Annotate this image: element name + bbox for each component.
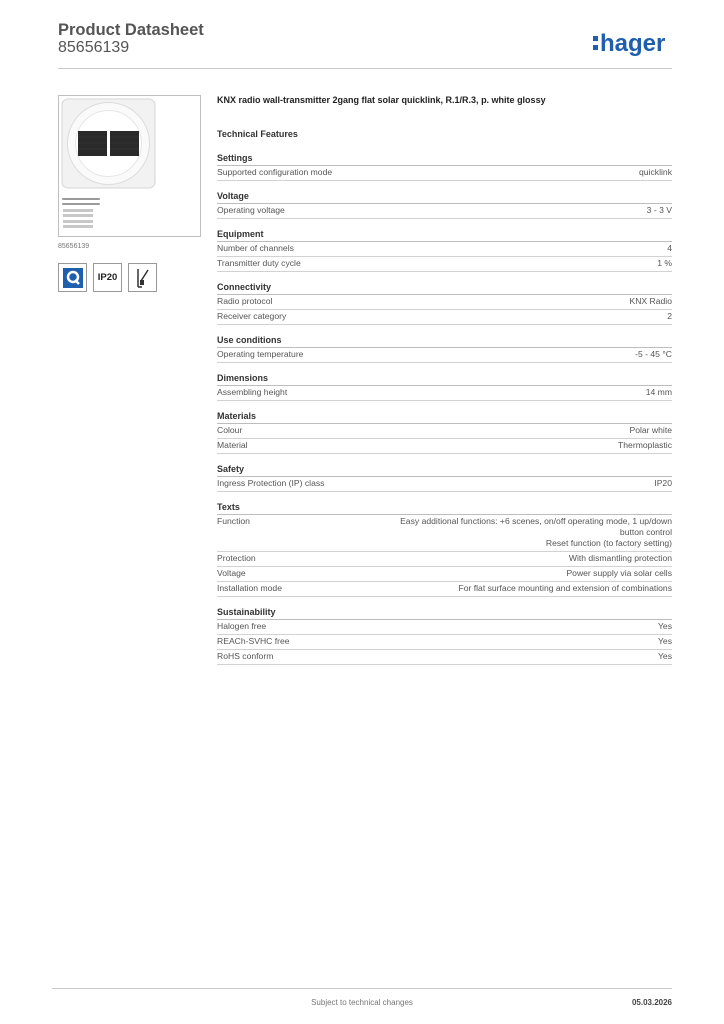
spec-row [217,567,672,582]
feature-sections [217,153,672,665]
spec-value-line: 4 [667,243,672,253]
spec-label: Material [217,440,248,450]
section-title: Connectivity [217,282,672,295]
section-title: Equipment [217,229,672,242]
section-use-conditions [217,335,672,363]
spec-value [658,636,672,647]
spec-value-line: 1 % [657,258,672,268]
spec-value-line: 14 mm [645,387,672,397]
spec-value-line: Yes [657,636,672,646]
spec-label: Assembling height [217,387,288,397]
section-safety [217,464,672,492]
quality-mark-icon [58,263,87,292]
certification-icons [58,263,157,292]
spec-value-line: -5 - 45 °C [635,349,672,359]
spec-label: REACh-SVHC free [217,636,290,646]
section-materials [217,411,672,454]
spec-label: Function [217,516,250,526]
spec-value [667,311,672,322]
section-equipment [217,229,672,272]
spec-row [217,635,672,650]
spec-value [629,296,672,307]
product-image [58,95,201,237]
spec-value-line: Yes [657,651,672,661]
spec-value-line: Power supply via solar cells [566,568,672,578]
section-connectivity [217,282,672,325]
spec-label: Voltage [217,568,246,578]
spec-row [217,515,672,552]
spec-label: Radio protocol [217,296,273,306]
ip-label: IP20 [97,272,118,283]
spec-row [217,582,672,597]
section-title: Settings [217,153,672,166]
spec-value-line: Yes [657,621,672,631]
section-title: Materials [217,411,672,424]
spec-row [217,310,672,325]
spec-label: Protection [217,553,256,563]
footer-divider [52,988,672,989]
spec-row [217,439,672,454]
spec-value-line: KNX Radio [629,296,672,306]
spec-row [217,424,672,439]
section-texts [217,502,672,597]
spec-label: Installation mode [217,583,282,593]
spec-value-line: Polar white [629,425,672,435]
features-heading: Technical Features [217,129,298,139]
footer-note: Subject to technical changes [311,998,413,1007]
spec-row [217,204,672,219]
spec-value [646,387,672,398]
spec-row [217,242,672,257]
spec-value [569,553,672,564]
technical-content [217,95,672,675]
section-voltage [217,191,672,219]
spec-value [647,205,672,216]
spec-row [217,477,672,492]
spec-value [635,349,672,360]
spec-value-line: button control [619,527,672,537]
spec-value-line: 2 [667,311,672,321]
spec-value-line: Thermoplastic [618,440,672,450]
spec-row [217,257,672,272]
section-title: Sustainability [217,607,672,620]
image-caption: 85656139 [58,243,90,250]
spec-label: Transmitter duty cycle [217,258,301,268]
hager-logo [591,24,675,60]
spec-label: Number of channels [217,243,294,253]
spec-value [654,478,672,489]
spec-label: Supported configuration mode [217,167,333,177]
spec-row [217,650,672,665]
spec-value [657,258,672,269]
product-number: 85656139 [58,39,130,56]
spec-value-line: 3 - 3 V [646,205,672,215]
spec-label: RoHS conform [217,651,274,661]
spec-row [217,552,672,567]
spec-label: Colour [217,425,243,435]
spec-value [658,651,672,662]
section-sustainability [217,607,672,665]
spec-label: Ingress Protection (IP) class [217,478,325,488]
flush-mounting-icon [128,263,157,292]
section-title: Use conditions [217,335,672,348]
spec-label: Operating voltage [217,205,285,215]
page-title: Product Datasheet [58,21,204,39]
spec-value [658,621,672,632]
spec-value-line: quicklink [639,167,672,177]
spec-value [629,425,672,436]
spec-value-line: Easy additional functions: +6 scenes, on/off operating mode, 1 up/down [400,516,672,526]
spec-row [217,348,672,363]
spec-value [566,568,672,579]
ip20-badge [93,263,122,292]
spec-value-line: For flat surface mounting and extension of combinations [458,583,672,593]
product-name: KNX radio wall-transmitter 2gang flat solar quicklink, R.1/R.3, p. white glossy [217,95,546,105]
spec-value-line: With dismantling protection [568,553,672,563]
header-divider [58,68,672,69]
logo-text: hager [600,30,666,57]
spec-value-line: IP20 [654,478,672,488]
spec-value [458,583,672,594]
spec-row [217,386,672,401]
spec-value [667,243,672,254]
section-title: Dimensions [217,373,672,386]
spec-value [400,516,672,549]
section-settings [217,153,672,181]
spec-value [639,167,672,178]
spec-row [217,166,672,181]
spec-label: Operating temperature [217,349,304,359]
spec-value-line: Reset function (to factory setting) [545,538,672,548]
spec-row [217,620,672,635]
section-title: Safety [217,464,672,477]
section-title: Texts [217,502,672,515]
spec-label: Receiver category [217,311,287,321]
section-title: Voltage [217,191,672,204]
footer-date: 05.03.2026 [631,998,672,1007]
spec-row [217,295,672,310]
spec-value [618,440,672,451]
section-dimensions [217,373,672,401]
spec-label: Halogen free [217,621,267,631]
